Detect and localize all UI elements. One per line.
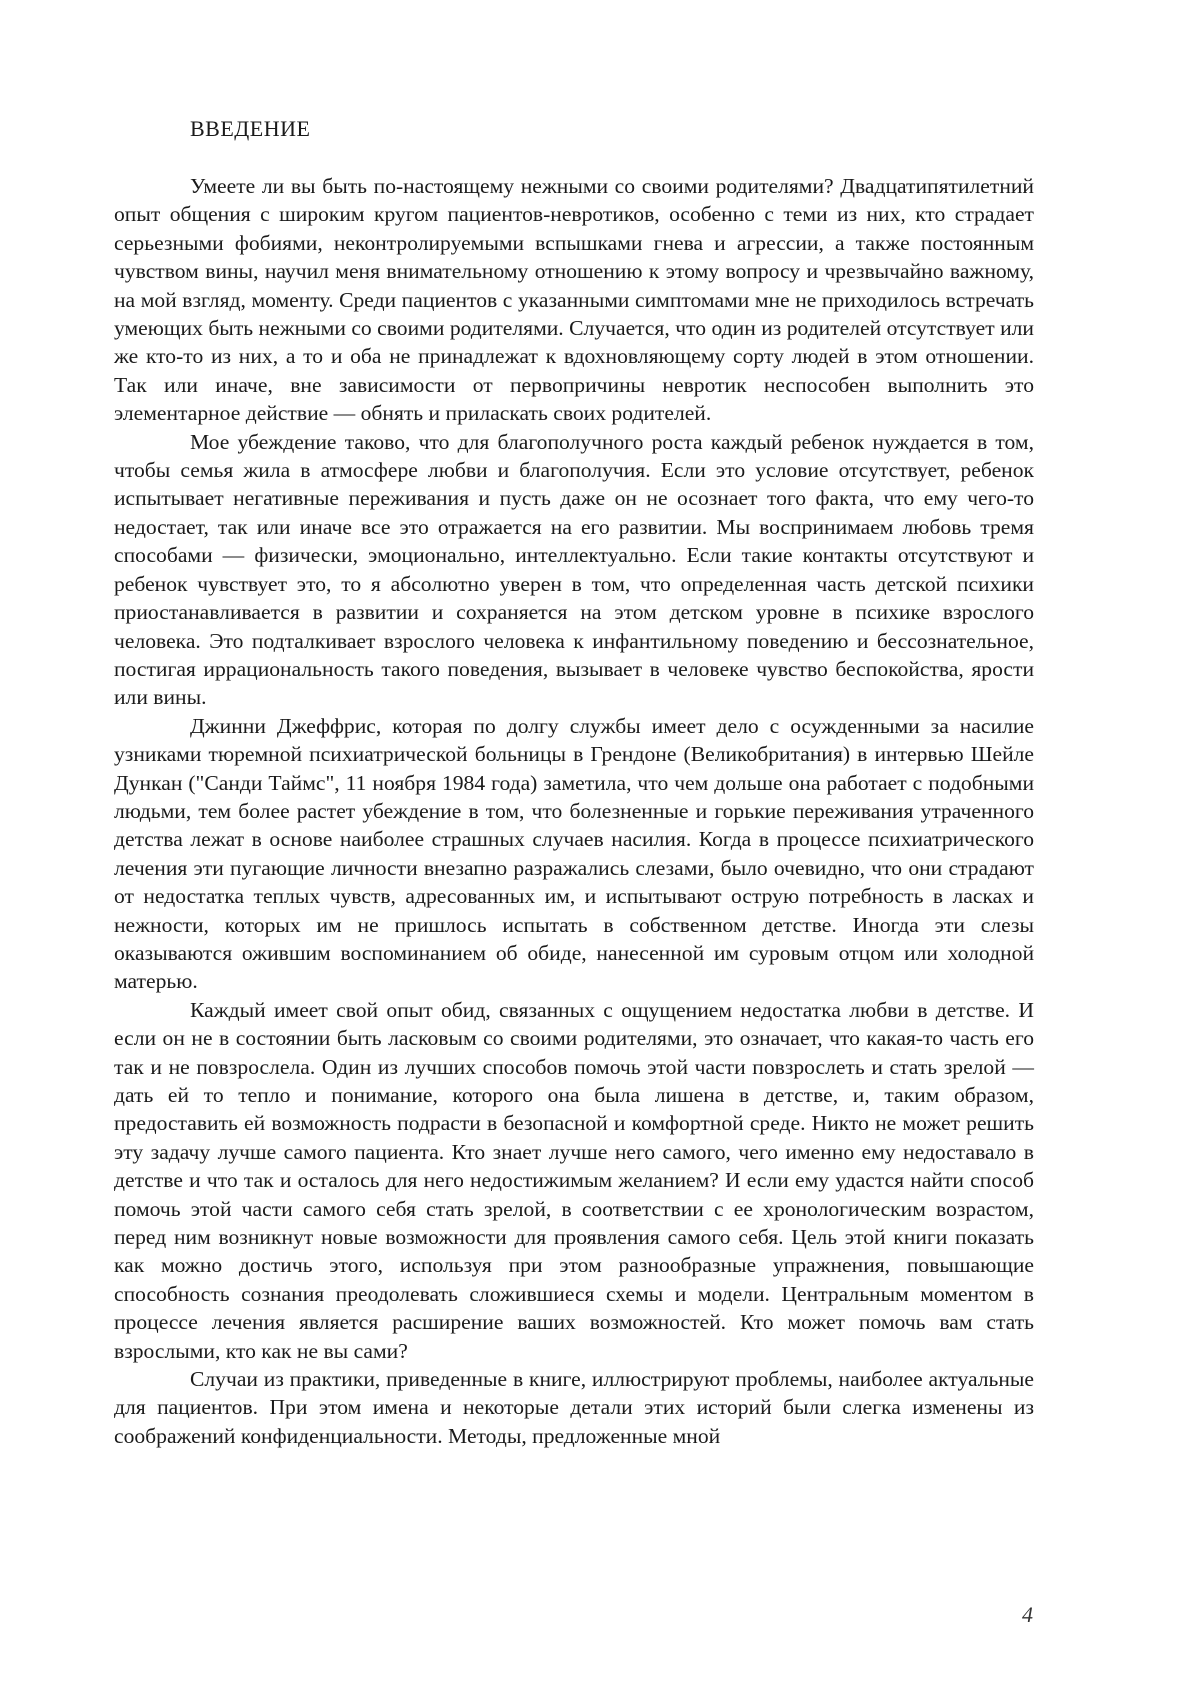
paragraph: Умеете ли вы быть по-настоящему нежными со своими родителями? Двадцатипятилетний опыт общения с широким кругом пациентов-невротиков, особенно с теми из них, кто страдает серьезными фобиями, неконтролируемыми вспышками гнева и агрессии, а также постоянным чувством вины, научил меня внимательному отношению к этому вопросу и чрезвычайно важному, на мой взгляд, моменту. Среди пациентов с указанными симптомами мне не приходилось встречать умеющих быть нежными со своими родителями. Случается, что один из родителей отсутствует или же кто-то из них, а то и оба не принадлежат к вдохновляющему сорту людей в этом отношении. Так или иначе, вне зависимости от первопричины невротик неспособен выполнить это элементарное действие — обнять и приласкать своих родителей.: [114, 172, 1034, 428]
paragraph: Случаи из практики, приведенные в книге, иллюстрируют проблемы, наиболее актуальные для пациентов. При этом имена и некоторые детали этих историй были слегка изменены из соображений конфиденциальности. Методы, предложенные мной: [114, 1365, 1034, 1450]
page-number: 4: [1022, 1602, 1033, 1628]
paragraph: Джинни Джеффрис, которая по долгу службы имеет дело с осужденными за насилие узниками тюремной психиатрической больницы в Грендоне (Великобритания) в интервью Шейле Дункан ("Санди Таймс", 11 ноября 1984 года) заметила, что чем дольше она работает с подобными людьми, тем более растет убеждение в том, что болезненные и горькие переживания утраченного детства лежат в основе наиболее страшных случаев насилия. Когда в процессе психиатрического лечения эти пугающие личности внезапно разражались слезами, было очевидно, что они страдают от недостатка теплых чувств, адресованных им, и испытывают острую потребность в ласках и нежности, которых им не пришлось испытать в собственном детстве. Иногда эти слезы оказываются ожившим воспоминанием об обиде, нанесенной им суровым отцом или холодной матерью.: [114, 712, 1034, 996]
body-text: [114, 172, 1034, 1450]
paragraph: Каждый имеет свой опыт обид, связанных с ощущением недостатка любви в детстве. И если он не в состоянии быть ласковым со своими родителями, это означает, что какая-то часть его так и не повзрослела. Один из лучших способов помочь этой части повзрослеть и стать зрелой — дать ей то тепло и понимание, которого она была лишена в детстве, и, таким образом, предоставить ей возможность подрасти в безопасной и комфортной среде. Никто не может решить эту задачу лучше самого пациента. Кто знает лучше него самого, чего именно ему недоставало в детстве и что так и осталось для него недостижимым желанием? И если ему удастся найти способ помочь этой части самого себя стать зрелой, в соответствии с ее хронологическим возрастом, перед ним возникнут новые возможности для проявления самого себя. Цель этой книги показать как можно достичь этого, используя при этом разнообразные упражнения, повышающие способность сознания преодолевать сложившиеся схемы и модели. Центральным моментом в процессе лечения является расширение ваших возможностей. Кто может помочь вам стать взрослыми, кто как не вы сами?: [114, 996, 1034, 1365]
chapter-heading: ВВЕДЕНИЕ: [190, 116, 310, 142]
document-page: [0, 0, 1200, 1698]
paragraph: Мое убеждение таково, что для благополучного роста каждый ребенок нуждается в том, чтобы семья жила в атмосфере любви и благополучия. Если это условие отсутствует, ребенок испытывает негативные переживания и пусть даже он не осознает того факта, что ему чего-то недостает, так или иначе все это отражается на его развитии. Мы воспринимаем любовь тремя способами — физически, эмоционально, интеллектуально. Если такие контакты отсутствуют и ребенок чувствует это, то я абсолютно уверен в том, что определенная часть детской психики приостанавливается в развитии и сохраняется на этом детском уровне в психике взрослого человека. Это подталкивает взрослого человека к инфантильному поведению и бессознательное, постигая иррациональность такого поведения, вызывает в человеке чувство беспокойства, ярости или вины.: [114, 428, 1034, 712]
